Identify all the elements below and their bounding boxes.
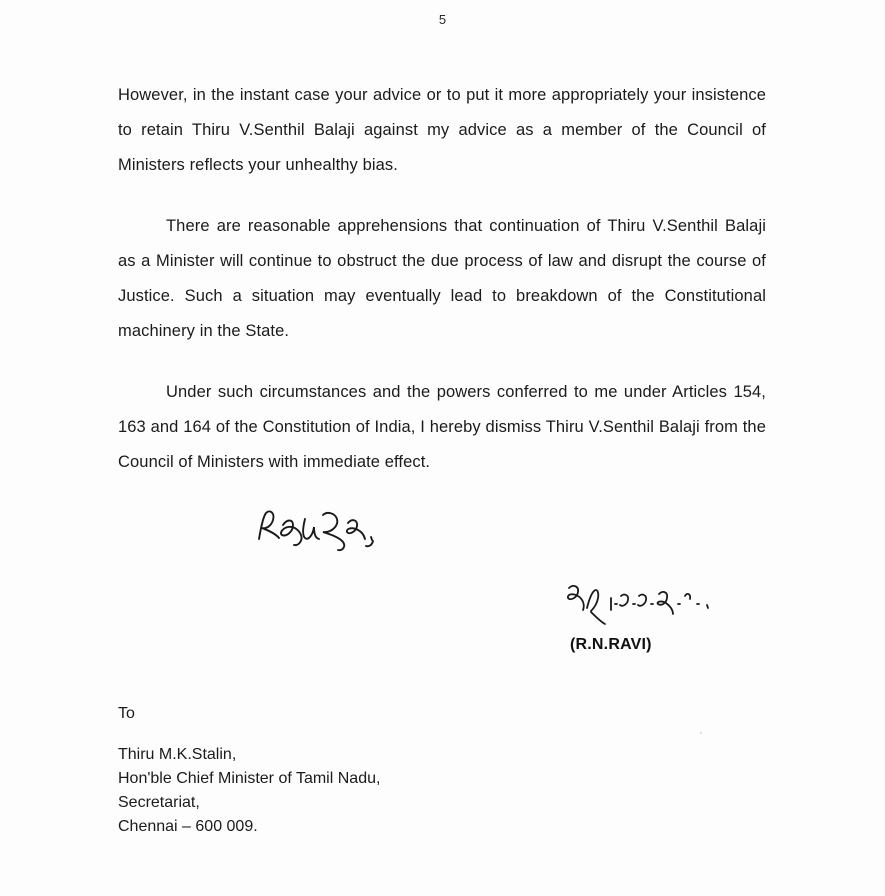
signer-name: (R.N.RAVI) <box>570 636 652 653</box>
address-line-2: Hon'ble Chief Minister of Tamil Nadu, <box>118 770 381 787</box>
address-line-3: Secretariat, <box>118 794 200 811</box>
paragraph-2: There are reasonable apprehensions that continuation of Thiru V.Senthil Balaji as a Minister will continue to obstruct the due process of law and disrupt the course of Justice. Such a situation may eventually lead to breakdown of the Constitutional machinery in the State. <box>118 217 766 340</box>
to-label: To <box>118 705 135 722</box>
scan-speck <box>700 732 702 734</box>
paragraph-3: Under such circumstances and the powers conferred to me under Articles 154, 163 and 164 of the Constitution of India, I hereby dismiss Thiru V.Senthil Balaji from the Council of Ministers with immediate effect. <box>118 383 766 471</box>
paragraph-1: However, in the instant case your advice or to put it more appropriately your insistence to retain Thiru V.Senthil Balaji against my advice as a member of the Council of Ministers reflects your unhealthy bias. <box>118 86 766 174</box>
handwritten-regards <box>253 505 453 555</box>
address-line-1: Thiru M.K.Stalin, <box>118 746 237 763</box>
recipient-block <box>118 705 380 839</box>
handwritten-signature <box>565 578 745 628</box>
address-line-4: Chennai – 600 009. <box>118 818 258 835</box>
document-body <box>118 78 766 480</box>
page-number: 5 <box>438 12 447 27</box>
